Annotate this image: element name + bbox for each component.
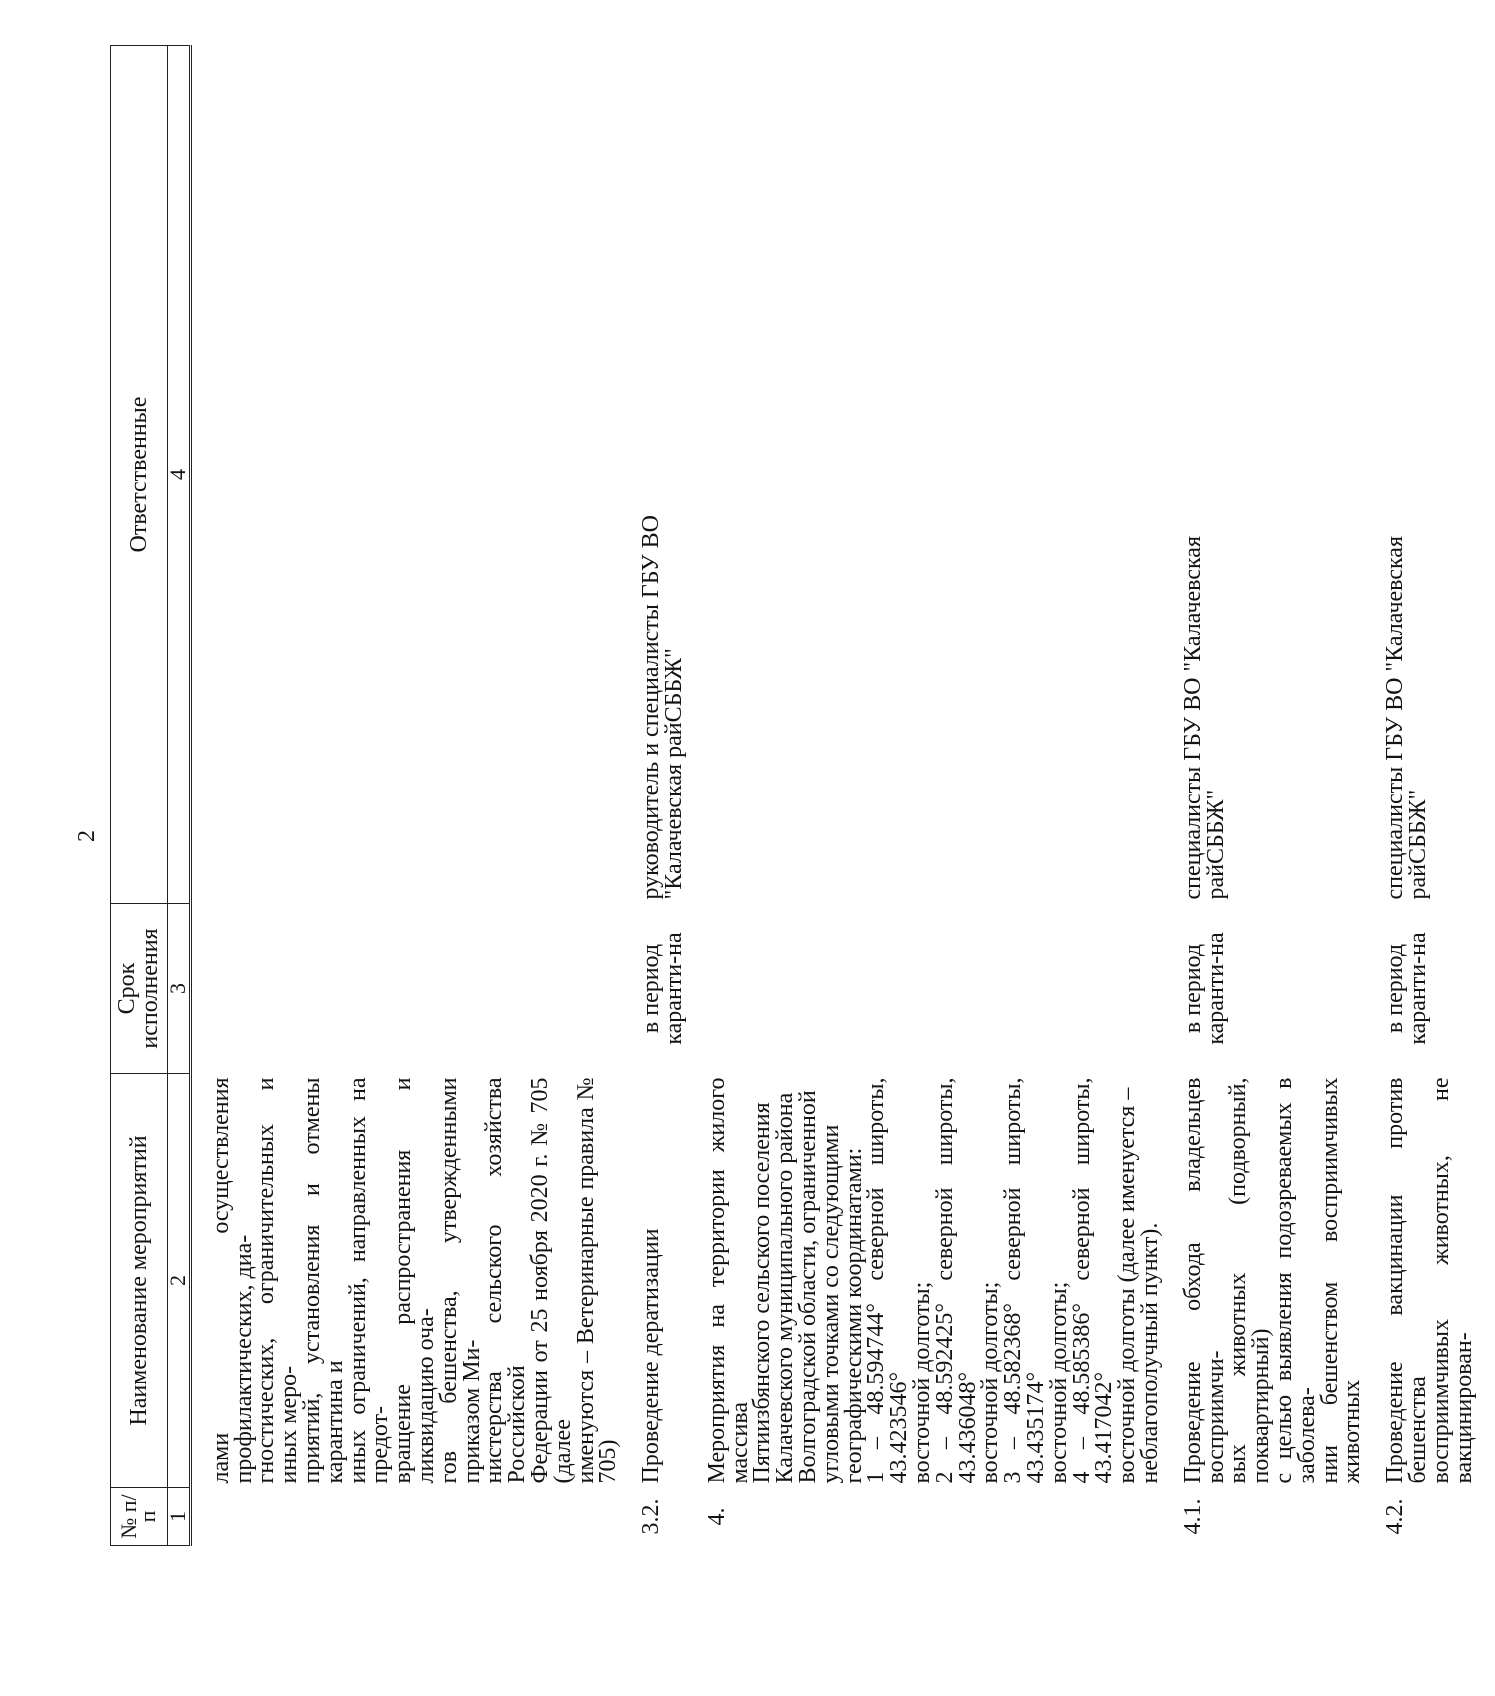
measure-name-line: неблагополучный пункт). [1136,1222,1163,1484]
term-cell: в период каранти-на [1382,932,1431,1045]
measure-name-line: именуются – Ветеринарные правила № 705) [572,1077,622,1484]
measure-name-line: нии бешенством восприимчивых животных [1316,1077,1366,1484]
table-row [1384,46,1495,1546]
measure-name-line: гов бешенства, утвержденными приказом Ми- [435,1077,485,1484]
measure-name-line: Проведение дератизации [638,1228,665,1484]
responsible-line: специалисты ГБУ ВО "Калачевская [1179,535,1206,900]
measure-name-line: 3 – 48.582368° северной широты, 43.435174° [1000,1077,1049,1484]
responsible-cell [1179,46,1384,904]
measure-name-line: 1 – 48.594744° северной широты, 43.423546° [863,1077,913,1484]
measure-name-line: Пятиизбянского сельского поселения [749,1102,776,1484]
measure-name-line: восточной долготы (далее именуется – [1114,1087,1141,1484]
measure-name-line: угловыми точками со следующими [817,1124,844,1484]
header-responsible: Ответственные [111,46,168,904]
table-body [190,46,1495,1546]
table-row [640,46,706,1546]
responsible-cell [640,46,706,904]
column-number: 2 [168,1074,191,1488]
measure-name-line: Волгоградской области, ограниченной [795,1090,822,1484]
measure-name-line: гностических, ограничительных и иных меро- [253,1077,303,1484]
header-number: № п/п [111,1488,168,1546]
measure-name-line: приятий, установления и отмены карантина и [299,1077,348,1484]
measure-name-line: вых животных (подворный, поквартирный) [1225,1077,1275,1484]
row-number: 4. [703,1507,730,1526]
measure-name [703,1074,1182,1488]
measure-name-line: восточной долготы; [1045,1281,1072,1484]
measure-name-line: лами осуществления профилактических, диа- [207,1077,257,1484]
responsible-line: райСББЖ" [1202,789,1229,900]
table-row [1182,46,1384,1546]
measure-name-line: 4 – 48.585386° северной широты, 43.417042° [1068,1077,1118,1484]
header-name: Наименование мероприятий [111,1074,168,1488]
table-row [190,46,640,1546]
term-cell [706,904,1182,1074]
measure-name-line: Калачевского муниципального района [772,1092,799,1484]
measure-name [190,1074,640,1488]
measure-name-line: вращение распространения и ликвидацию оча- [390,1077,440,1484]
measure-name-line: нистерства сельского хозяйства Российской [481,1077,531,1484]
measure-name-line: Проведение вакцинации против бешенства [1382,1077,1431,1484]
measure-name-line: географическими координатами: [840,1147,867,1484]
row-number [190,1488,640,1546]
responsible-line: райСББЖ" [1404,789,1431,900]
header-term: Срок исполнения [111,904,168,1074]
term-cell: в период каранти-на [638,932,688,1045]
measure-name-line: восприимчивых животных, не вакцинирован- [1427,1077,1477,1484]
column-number-row [168,46,191,1546]
measure-name-line: иных ограничений, направленных на предот- [344,1077,394,1484]
measure-name-line: с целью выявления подозреваемых в заболева- [1270,1077,1320,1484]
page-number: 2 [74,830,100,842]
measures-table [110,45,1495,1546]
table-header-row [111,46,168,1546]
responsible-cell [190,46,640,904]
column-number: 3 [168,904,191,1074]
responsible-line: "Калачевская райСББЖ" [661,648,688,900]
responsible-line: специалисты ГБУ ВО "Калачевская [1382,535,1409,900]
row-number: 4.1. [1179,1498,1206,1535]
measure-name-line: Федерации от 25 ноября 2020 г. № 705 (далее [527,1077,576,1484]
row-number: 3.2. [638,1498,665,1535]
measure-name-line: Мероприятия на территории жилого массива [703,1077,753,1484]
column-number: 1 [168,1488,191,1546]
responsible-line: руководитель и специалисты ГБУ ВО [638,515,665,900]
table-row [706,46,1182,1546]
term-cell: в период каранти-на [1179,932,1229,1045]
measure-name [1384,1074,1495,1488]
row-number: 4.2. [1382,1498,1409,1535]
term-cell [190,904,640,1074]
measure-name [640,1074,706,1488]
measure-name-line: Проведение обхода владельцев восприимчи- [1179,1077,1229,1484]
column-number: 4 [168,46,191,904]
responsible-cell [706,46,1182,904]
responsible-cell [1384,46,1495,904]
measure-name [1179,1074,1384,1488]
measure-name-line: восточной долготы; [977,1281,1004,1484]
measure-name-line: 2 – 48.592425° северной широты, 43.436048° [931,1077,981,1484]
measure-name-line: восточной долготы; [909,1281,935,1484]
